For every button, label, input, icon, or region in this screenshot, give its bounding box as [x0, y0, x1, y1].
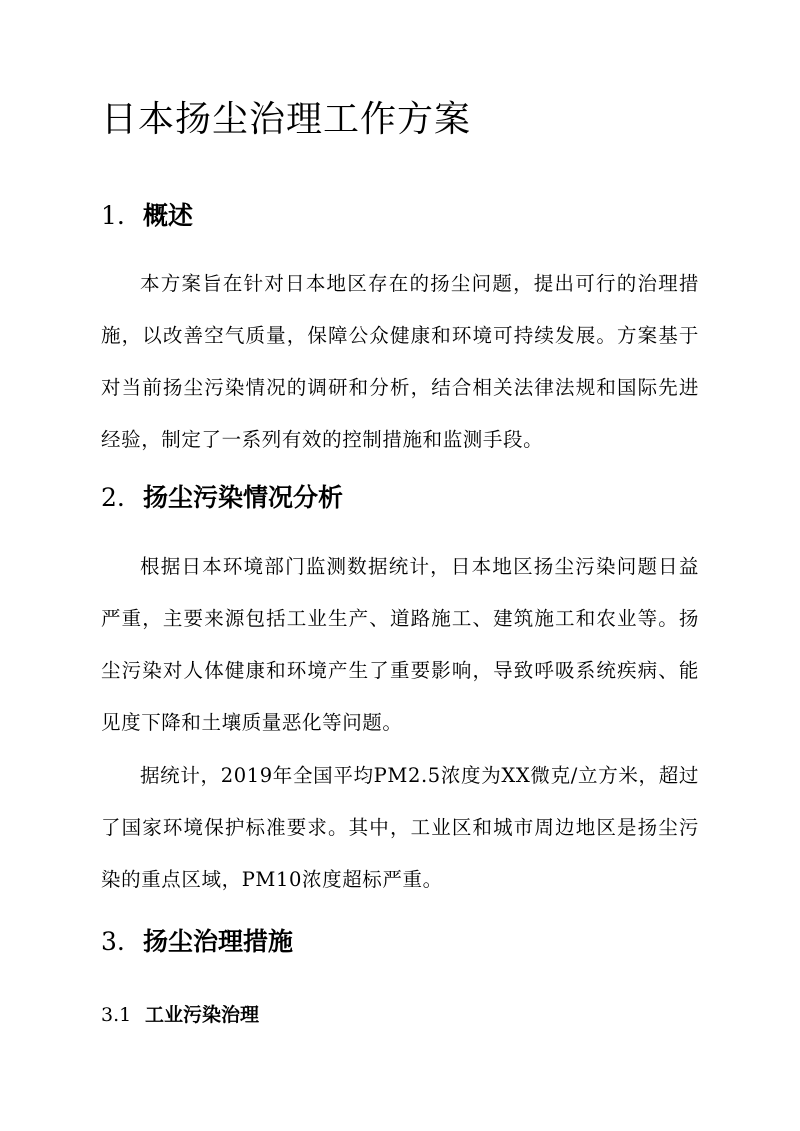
section-number: 2.: [101, 483, 125, 512]
section-heading-overview: [101, 196, 193, 232]
section-title: 概述: [143, 201, 194, 230]
paragraph-analysis-sources: 根据日本环境部门监测数据统计，日本地区扬尘污染问题日益严重，主要来源包括工业生产、道路施工、建筑施工和农业等。扬尘污染对人体健康和环境产生了重要影响，导致呼吸系统疾病、能见度下降和土壤质量恶化等问题。: [101, 555, 699, 734]
section-title: 扬尘污染情况分析: [143, 483, 344, 512]
page-title: 日本扬尘治理工作方案: [101, 99, 472, 140]
section-number: 3.: [101, 927, 125, 956]
paragraph-overview: 本方案旨在针对日本地区存在的扬尘问题，提出可行的治理措施，以改善空气质量，保障公众健康和环境可持续发展。方案基于对当前扬尘污染情况的调研和分析，结合相关法律法规和国际先进经验，制定了一系列有效的控制措施和监测手段。: [101, 272, 699, 451]
paragraph-analysis-statistics: 据统计，2019年全国平均PM2.5浓度为XX微克/立方米，超过了国家环境保护标准要求。其中，工业区和城市周边地区是扬尘污染的重点区域，PM10浓度超标严重。: [101, 764, 699, 891]
section-title: 扬尘治理措施: [143, 927, 294, 956]
subsection-number: 3.1: [101, 1004, 132, 1026]
subsection-title: 工业污染治理: [145, 1004, 260, 1026]
section-heading-analysis: [101, 478, 343, 514]
subsection-heading-industrial: [101, 1000, 259, 1027]
section-number: 1.: [101, 201, 125, 230]
section-heading-measures: [101, 922, 293, 958]
